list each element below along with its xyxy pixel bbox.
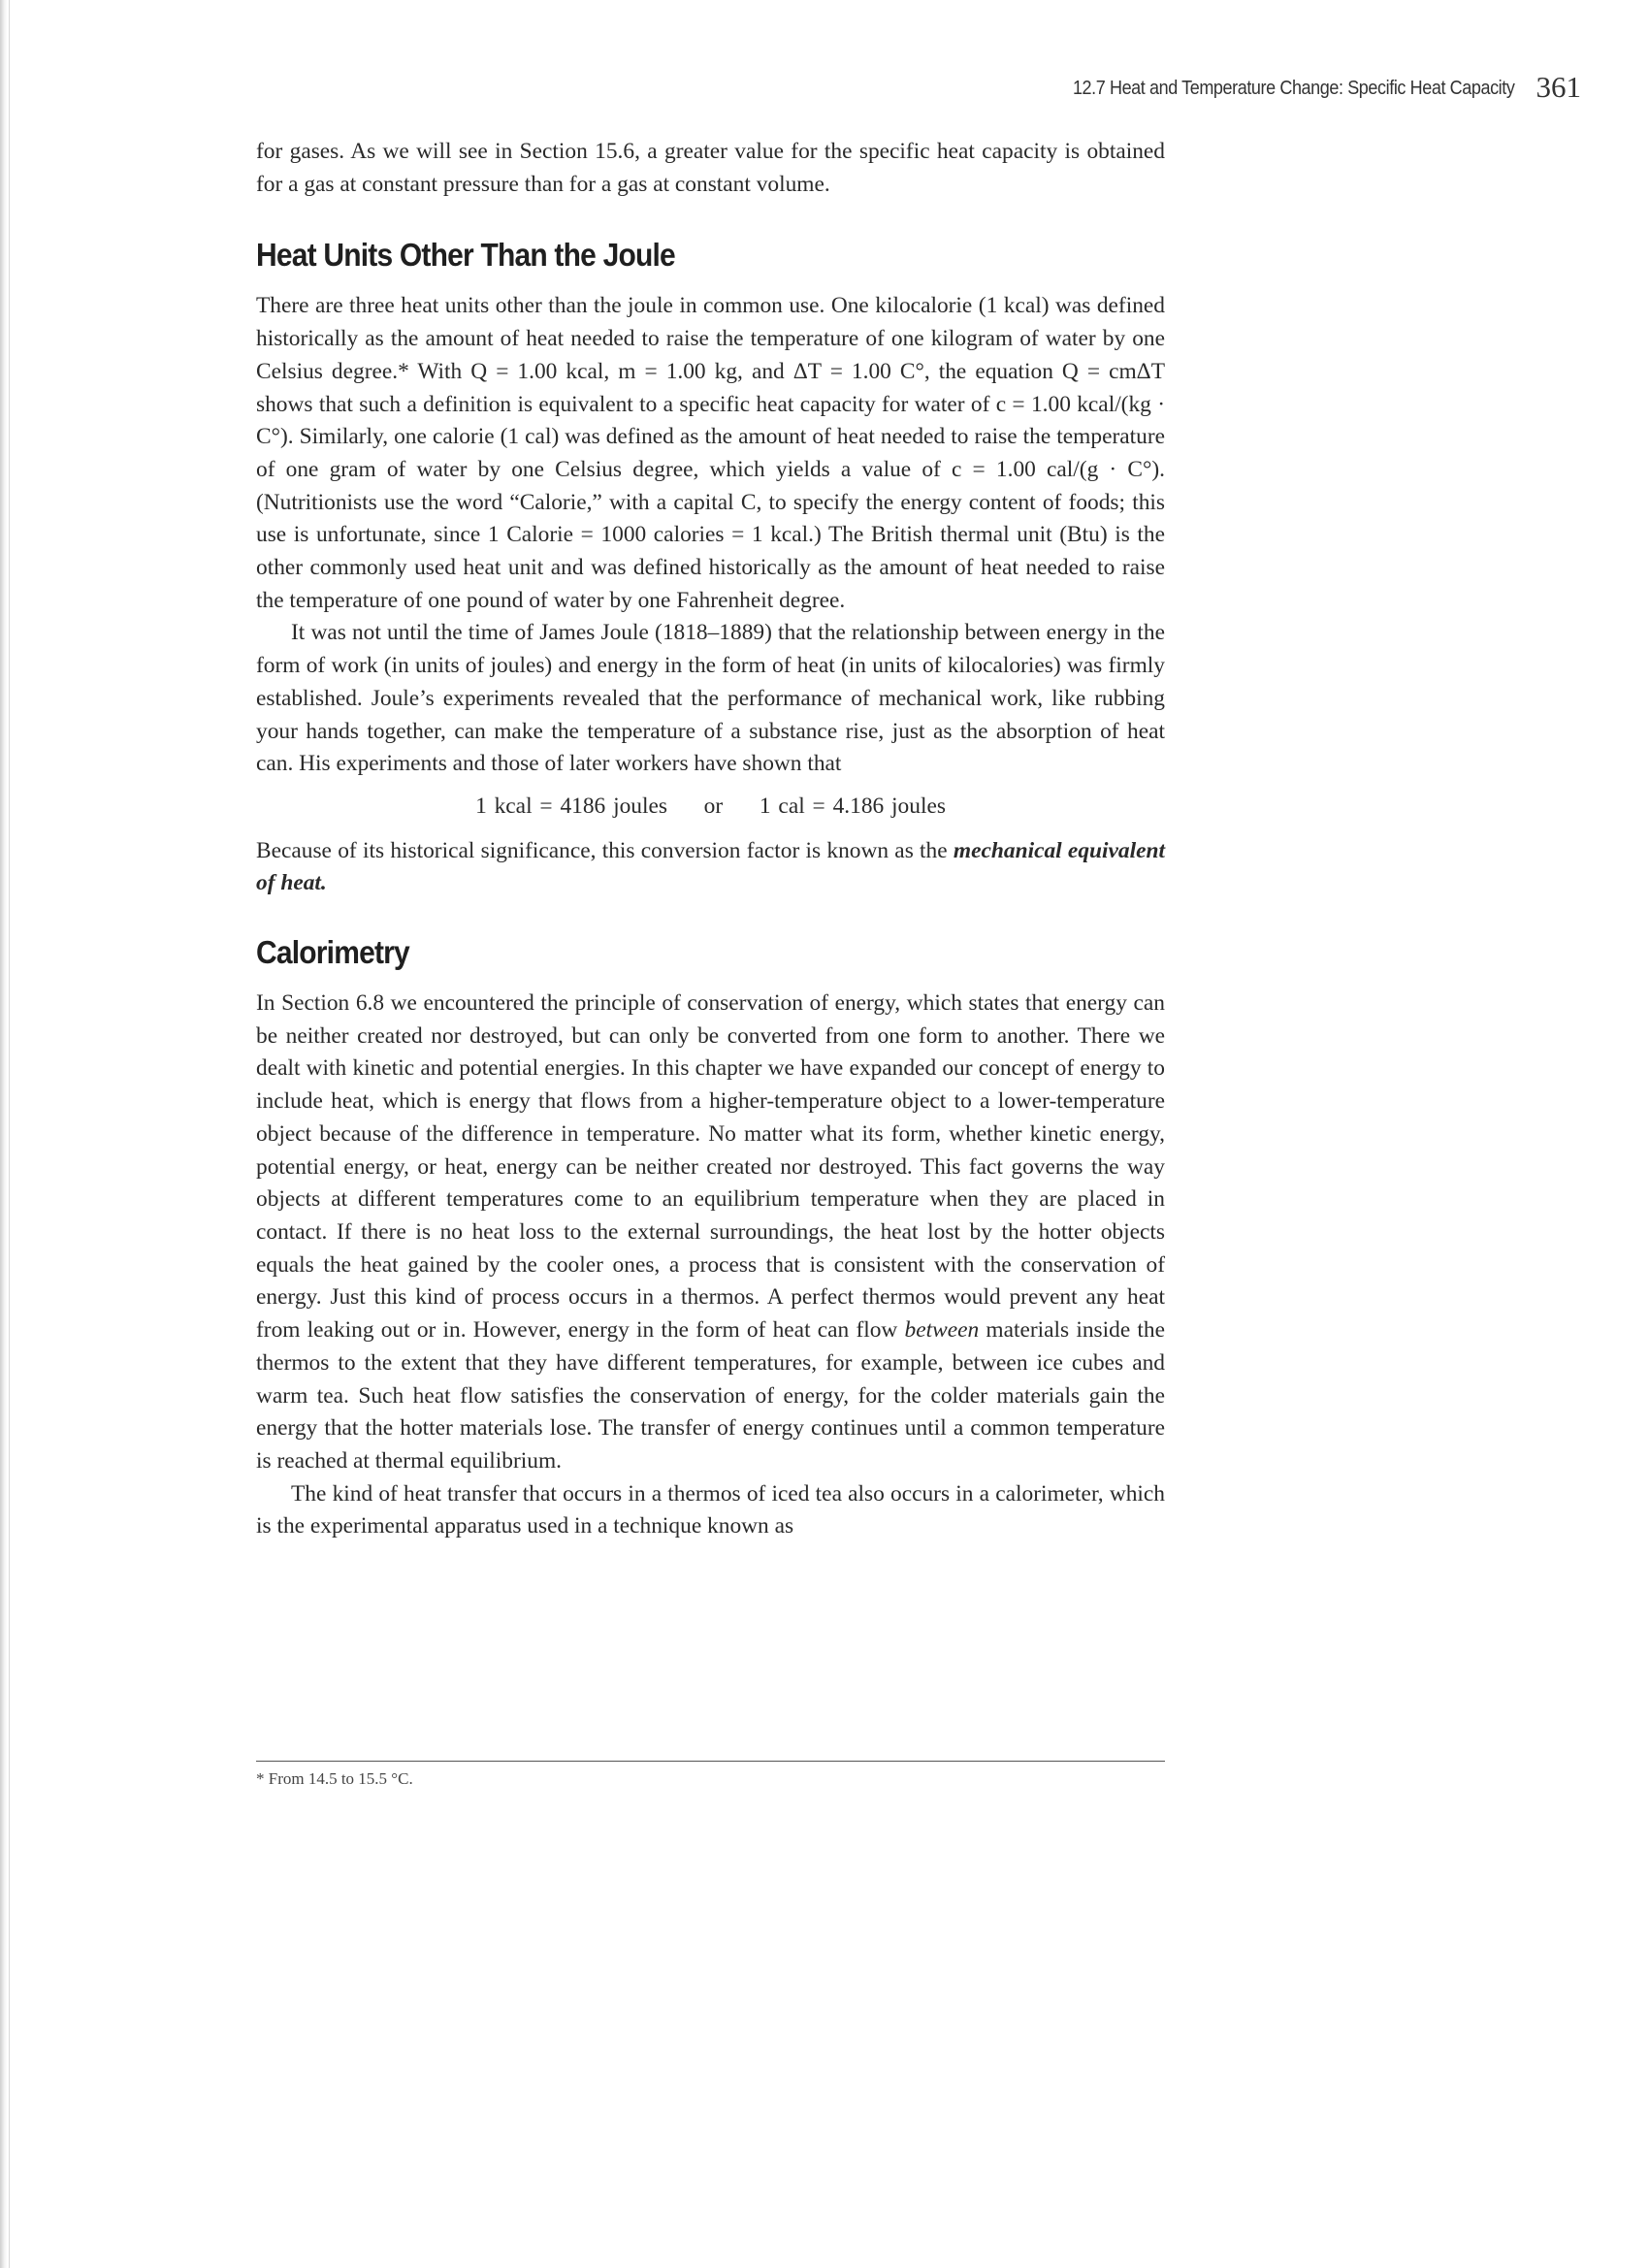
emphasis-between: between bbox=[904, 1317, 980, 1344]
section-heading-heat-units: Heat Units Other Than the Joule bbox=[256, 238, 675, 275]
calorimetry-paragraph-1 bbox=[256, 988, 1165, 1478]
calorimetry-paragraph-2: The kind of heat transfer that occurs in a thermos of iced tea also occurs in a calorimeter, which is the experimental apparatus used in a technique known as bbox=[256, 1480, 1165, 1539]
equation-kcal: 1 kcal = 4186 joules bbox=[475, 793, 667, 819]
page-body bbox=[256, 136, 1165, 1543]
defined-term: mechanical equivalent of heat. bbox=[256, 837, 1165, 896]
footnote: * From 14.5 to 15.5 °C. bbox=[256, 1769, 413, 1788]
page-number: 361 bbox=[1536, 70, 1581, 104]
section-heading-calorimetry: Calorimetry bbox=[256, 935, 409, 971]
heat-units-paragraph-3 bbox=[256, 835, 1165, 900]
heat-units-paragraph-2: It was not until the time of James Joule (1818–1889) that the relationship between energy in the form of work (in units of joules) and energy in the form of heat (in units of kilocalories) was firmly established. Joule’s experiments revealed that the performance of mechanical work, like rubbing your hands together, can make the temperature of a substance rise, just as the absorption of heat can. His experiments and those of later workers have shown that bbox=[256, 620, 1165, 777]
calorimetry-text-b: materials inside the thermos to the extent that they have different temperatures, for example, between ice cubes and warm tea. Such heat flow satisfies the conservation of energy, for the colder materials gain the energy that the hotter materials lose. The transfer of energy continues until a common temperature is reached at thermal equilibrium. bbox=[256, 1317, 1166, 1474]
running-header-title: 12.7 Heat and Temperature Change: Specific Heat Capacity bbox=[1072, 75, 1515, 98]
footnote-divider bbox=[256, 1761, 1165, 1762]
equation-cal: 1 cal = 4.186 joules bbox=[759, 793, 946, 819]
intro-paragraph: for gases. As we will see in Section 15.6, a greater value for the specific heat capacity is obtained for a gas at constant pressure than for a gas at constant volume. bbox=[256, 139, 1165, 197]
scan-edge-line bbox=[9, 0, 10, 2268]
heat-units-paragraph-1: There are three heat units other than the joule in common use. One kilocalorie (1 kcal) was defined historically as the amount of heat needed to raise the temperature of one kilogram of water by one Celsius degree.* With Q = 1.00 kcal, m = 1.00 kg, and ΔT = 1.00 C°, the equation Q = cmΔT shows that such a definition is equivalent to a specific heat capacity for water of c = 1.00 kcal/(kg · C°). Similarly, one calorie (1 cal) was defined as the amount of heat needed to raise the temperature of one gram of water by one Celsius degree, which yields a value of c = 1.00 cal/(g · C°). (Nutritionists use the word “Calorie,” with a capital C, to specify the energy content of foods; this use is unfortunate, since 1 Calorie = 1000 calories = 1 kcal.) The British thermal unit (Btu) is the other commonly used heat unit and was defined historically as the amount of heat needed to raise the temperature of one pound of water by one Fahrenheit degree. bbox=[256, 293, 1165, 613]
paragraph-3-lead: Because of its historical significance, this conversion factor is known as the bbox=[256, 837, 948, 863]
calorimetry-text-a: In Section 6.8 we encountered the principle of conservation of energy, which states that energy can be neither created nor destroyed, but can only be converted from one form to another. There we dealt with kinetic and potential energies. In this chapter we have expanded our concept of energy to include heat, which is energy that flows from a higher-temperature object to a lower-temperature object because of the difference in temperature. No matter what its form, whether kinetic energy, potential energy, or heat, energy can be neither created nor destroyed. This fact governs the way objects at different temperatures come to an equilibrium temperature when they are placed in contact. If there is no heat loss to the external surroundings, the heat lost by the hotter objects equals the heat gained by the cooler ones, a process that is consistent with the conservation of energy. Just this kind of process occurs in a thermos. A perfect thermos would prevent any heat from leaking out or in. However, energy in the form of heat can flow bbox=[256, 990, 1165, 1344]
conversion-equation bbox=[256, 791, 1165, 824]
scan-edge-shadow bbox=[0, 0, 8, 2268]
running-header bbox=[970, 70, 1581, 109]
equation-or: or bbox=[703, 793, 724, 819]
